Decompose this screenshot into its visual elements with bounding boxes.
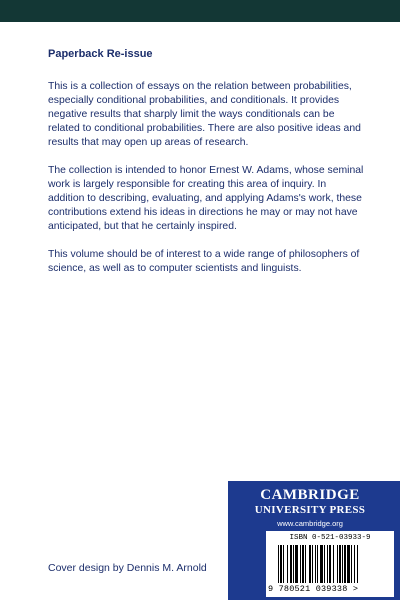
blurb-heading: Paperback Re-issue: [48, 48, 153, 60]
publisher-url: www.cambridge.org: [277, 519, 343, 528]
blurb-paragraph-3: This volume should be of interest to a wide range of philosophers of science, as well as to computer scientists and linguists.: [48, 249, 360, 274]
blurb-text: [48, 80, 364, 290]
blurb-paragraph-2: The collection is intended to honor Ernest W. Adams, whose seminal work is largely responsible for creating this area of inquiry. In addition to describing, evaluating, and applying Adams's work, these contributions extend his ideas in directions he may or may not have anticipated, but that he certainly inspired.: [48, 165, 364, 232]
publisher-block: [228, 481, 400, 600]
blurb-paragraph-1: This is a collection of essays on the relation between probabilities, especially conditional probabilities, and conditionals. It provides negative results that sharply limit the ways conditionals can be related to conditional probabilities. There are also positive ideas and results that may open up areas of research.: [48, 81, 361, 148]
top-color-band: [0, 0, 400, 22]
barcode-panel: [266, 531, 394, 597]
publisher-name: CAMBRIDGE: [260, 487, 360, 503]
barcode-digits: 9 780521 039338 >: [268, 584, 359, 594]
isbn-label: ISBN 0-521-03933-9: [289, 534, 371, 542]
barcode-image: [276, 545, 384, 583]
cover-design-credit: Cover design by Dennis M. Arnold: [48, 562, 207, 574]
publisher-press: UNIVERSITY PRESS: [254, 504, 366, 516]
